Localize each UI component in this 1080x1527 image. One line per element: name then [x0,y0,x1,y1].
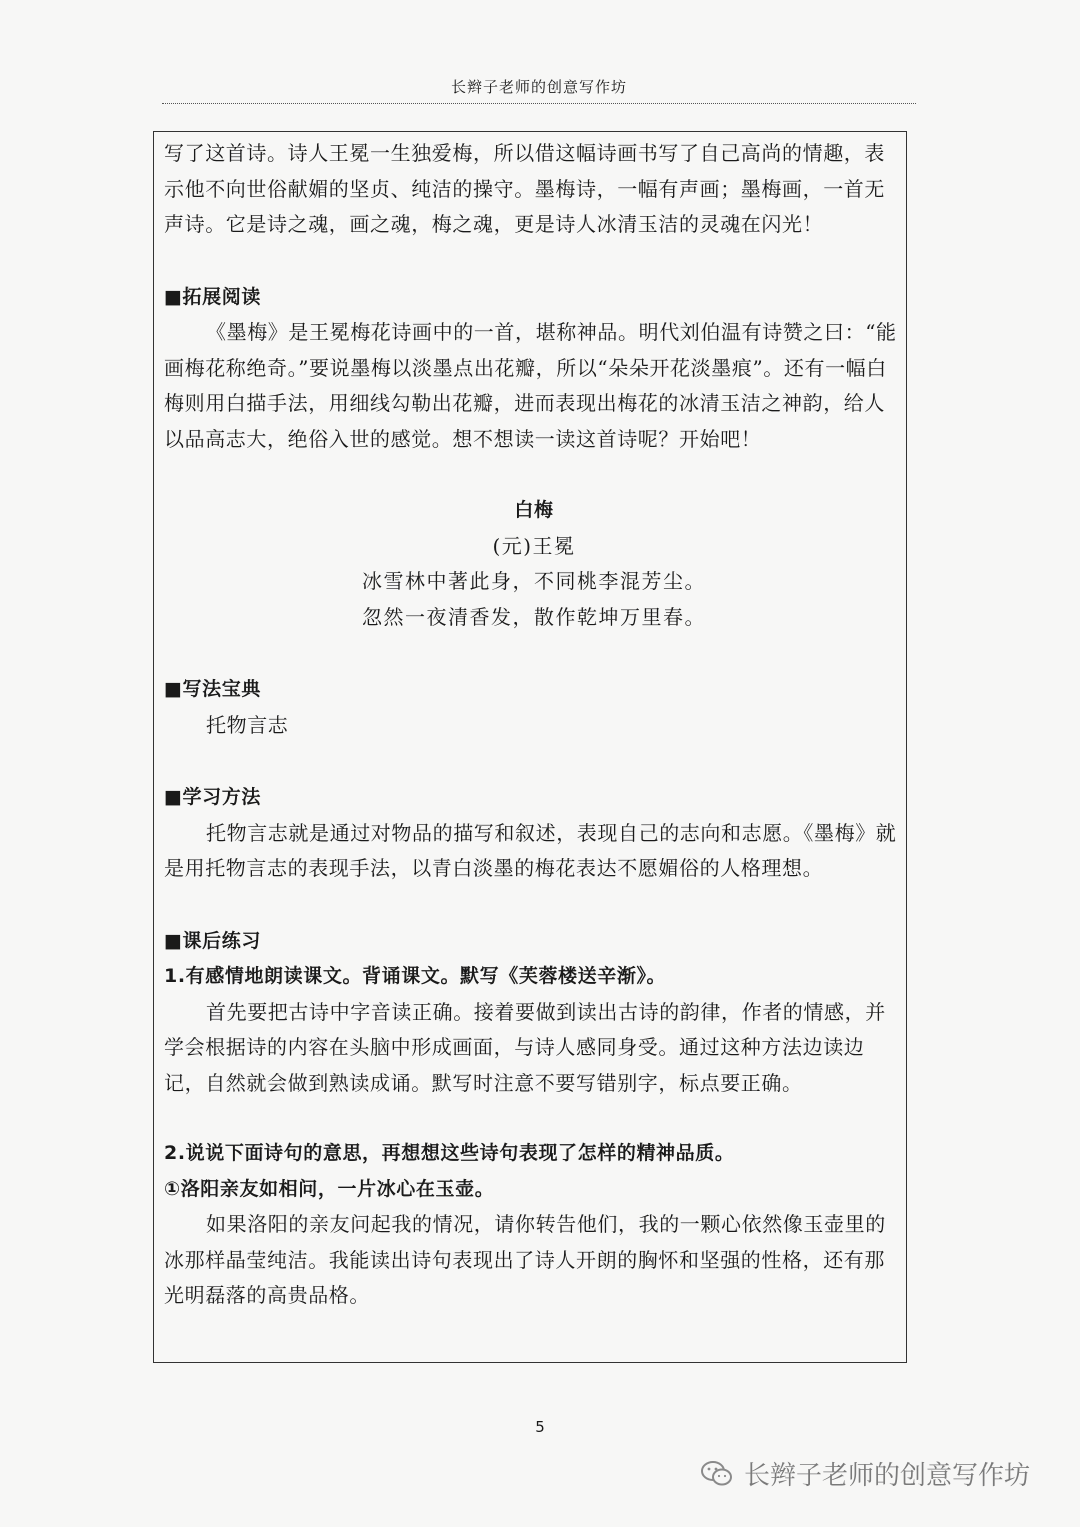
section-title-extended-reading: ■拓展阅读 [164,285,261,308]
extended-reading-paragraph: 《墨梅》是王冕梅花诗画中的一首，堪称神品。明代刘伯温有诗赞之曰：“能画梅花称绝奇。”要说墨梅以淡墨点出花瓣，所以“朵朵开花淡墨痕”。还有一幅白梅则用白描手法，用细线勾勒出花瓣，进而表现出梅花的冰清玉洁之神韵，给人以品高志大，绝俗入世的感觉。想不想读一读这首诗呢？开始吧！ [164,320,897,451]
section-title-writing: ■写法宝典 [164,678,261,700]
poem-line-1: 冰雪林中著此身，不同桃李混芳尘。 [362,569,706,593]
poem-author: (元)王冕 [492,533,576,558]
section-title-method: ■学习方法 [164,786,261,808]
poem-title: 白梅 [514,499,554,521]
exercise-question-2-item-1: ①洛阳亲友如相问，一片冰心在玉壶。 [164,1177,495,1200]
exercise-question-1: 1.有感情地朗读课文。背诵课文。默写《芙蓉楼送辛渐》。 [164,965,667,987]
wechat-icon [700,1459,734,1489]
section-title-exercise: ■课后练习 [164,929,261,952]
intro-paragraph: 写了这首诗。诗人王冕一生独爱梅，所以借这幅诗画书写了自己高尚的情趣，表示他不向世俗献媚的坚贞、纯洁的操守。墨梅诗，一幅有声画；墨梅画，一首无声诗。它是诗之魂，画之魂，梅之魂，更是诗人冰清玉洁的灵魂在闪光！ [164,141,885,236]
exercise-question-2: 2.说说下面诗句的意思，再想想这些诗句表现了怎样的精神品质。 [164,1142,735,1164]
method-paragraph: 托物言志就是通过对物品的描写和叙述，表现自己的志向和志愿。《墨梅》就是用托物言志的表现手法，以青白淡墨的梅花表达不愿媚俗的人格理想。 [164,820,897,880]
watermark [700,1455,1030,1492]
page-number: 5 [535,1418,545,1436]
page-header: 长辫子老师的创意写作坊 [162,76,916,104]
exercise-answer-2-1: 如果洛阳的亲友问起我的情况，请你转告他们，我的一颗心依然像玉壶里的冰那样晶莹纯洁。我能读出诗句表现出了诗人开朗的胸怀和坚强的性格，还有那光明磊落的高贵品格。 [164,1212,886,1307]
writing-technique: 托物言志 [206,712,289,737]
poem-line-2: 忽然一夜清香发，散作乾坤万里春。 [362,604,706,629]
exercise-answer-1: 首先要把古诗中字音读正确。接着要做到读出古诗的韵律，作者的情感，并学会根据诗的内容在头脑中形成画面，与诗人感同身受。通过这种方法边读边记，自然就会做到熟读成诵。默写时注意不要写错别字，标点要正确。 [164,999,886,1095]
watermark-text: 长辫子老师的创意写作坊 [744,1461,1031,1491]
page-content [164,136,904,1314]
poem-block [164,529,904,636]
